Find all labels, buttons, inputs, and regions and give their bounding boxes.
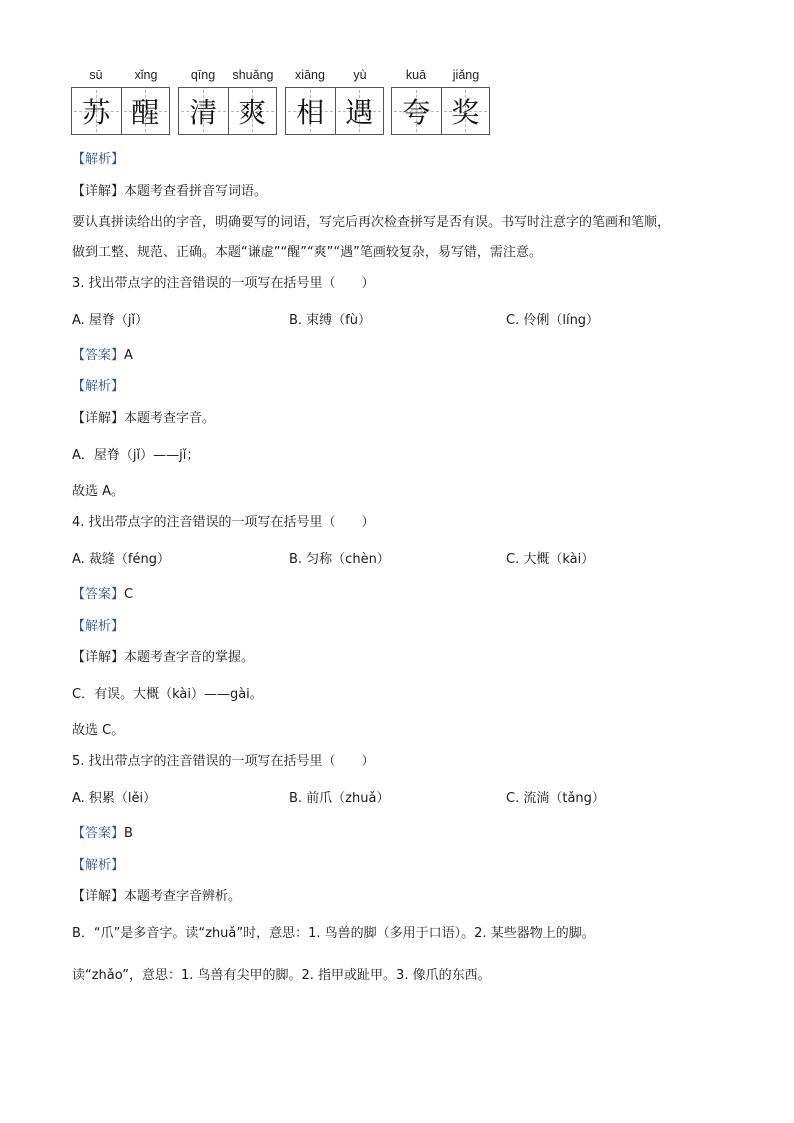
- detail-tag: 【详解】: [72, 184, 125, 199]
- pinyin-label: xiāng: [295, 68, 325, 82]
- detail-text: 本题考查字音。: [124, 411, 216, 426]
- pinyin-label: sū: [89, 68, 103, 82]
- question-3: 3. 找出带点字的注音错误的一项写在括号里（ ）: [72, 276, 375, 291]
- analysis-tag: 【解析】: [72, 858, 125, 873]
- pinyin-label: xǐng: [134, 68, 158, 82]
- tian-grid: [71, 87, 170, 135]
- detail-text: 本题考查字音辨析。: [124, 889, 242, 904]
- answer-tag: 【答案】: [72, 587, 125, 602]
- detail-tag: 【详解】: [72, 650, 125, 665]
- option-b: B. 前爪（zhuǎ）: [289, 791, 390, 806]
- tian-grid: [391, 87, 490, 135]
- grid-character: 相: [296, 96, 325, 129]
- analysis-tag: 【解析】: [72, 152, 125, 167]
- grid-cell: [335, 88, 384, 134]
- explanation-line: B．“爪”是多音字。读“zhuǎ”时，意思：1. 鸟兽的脚（多用于口语）。2. 某些器物上的脚。: [72, 926, 595, 941]
- detail-line: [72, 410, 215, 428]
- answer-tag: 【答案】: [72, 348, 125, 363]
- detail-tag: 【详解】: [72, 889, 125, 904]
- explanation-line: 做到工整、规范、正确。本题“谦虚”“醒”“爽”“遇”笔画较复杂，易写错，需注意。: [72, 245, 542, 260]
- option-a: A. 屋脊（jǐ）: [72, 313, 149, 328]
- grid-character: 遇: [345, 96, 374, 129]
- option-a: A. 裁缝（féng）: [72, 552, 170, 567]
- question-4: 4. 找出带点字的注音错误的一项写在括号里（ ）: [72, 515, 375, 530]
- conclusion-line: 故选 A。: [72, 484, 125, 499]
- option-b: B. 匀称（chèn）: [289, 552, 390, 567]
- grid-cell: [392, 88, 441, 134]
- detail-tag: 【详解】: [72, 411, 125, 426]
- detail-text: 本题考查字音的掌握。: [124, 650, 255, 665]
- option-c: C. 大概（kài）: [506, 552, 595, 567]
- pinyin-label: jiǎng: [452, 68, 480, 82]
- analysis-tag: 【解析】: [72, 379, 125, 394]
- option-c: C. 伶俐（líng）: [506, 313, 600, 328]
- grid-cell: [179, 88, 228, 134]
- grid-character: 爽: [238, 96, 267, 129]
- answer-line: [72, 825, 133, 843]
- pinyin-label: shuǎng: [232, 68, 274, 82]
- grid-cell: [228, 88, 277, 134]
- analysis-tag: 【解析】: [72, 619, 125, 634]
- grid-character: 清: [189, 96, 218, 129]
- option-b: B. 束缚（fù）: [289, 313, 371, 328]
- pinyin-label: qīng: [190, 68, 216, 82]
- answer-value: A: [124, 348, 133, 363]
- explanation-line: C．有误。大概（kài）——gài。: [72, 687, 263, 702]
- explanation-line: A．屋脊（jǐ）——jǐ；: [72, 448, 200, 463]
- question-5: 5. 找出带点字的注音错误的一项写在括号里（ ）: [72, 754, 375, 769]
- tian-grid: [285, 87, 384, 135]
- detail-line: [72, 888, 241, 906]
- grid-character: 醒: [131, 96, 160, 129]
- detail-line: [72, 183, 267, 201]
- pinyin-label: yù: [353, 68, 367, 82]
- option-a: A. 积累（lěi）: [72, 791, 157, 806]
- pinyin-label: kuā: [405, 68, 427, 82]
- answer-tag: 【答案】: [72, 826, 125, 841]
- detail-line: [72, 649, 254, 667]
- option-c: C. 流淌（tǎng）: [506, 791, 605, 806]
- answer-value: B: [124, 826, 133, 841]
- grid-cell: [286, 88, 335, 134]
- grid-cell: [72, 88, 121, 134]
- grid-character: 苏: [82, 96, 111, 129]
- answer-line: [72, 347, 133, 365]
- grid-character: 奖: [451, 96, 480, 129]
- grid-character: 夸: [402, 96, 431, 129]
- detail-text: 本题考查看拼音写词语。: [124, 184, 268, 199]
- explanation-line: 读“zhǎo”，意思：1. 鸟兽有尖甲的脚。2. 指甲或趾甲。3. 像爪的东西。: [72, 968, 491, 983]
- grid-cell: [441, 88, 490, 134]
- explanation-line: 要认真拼读给出的字音，明确要写的词语，写完后再次检查拼写是否有误。书写时注意字的笔画和笔顺，: [72, 215, 671, 230]
- answer-line: [72, 586, 133, 604]
- tian-grid: [178, 87, 277, 135]
- conclusion-line: 故选 C。: [72, 723, 125, 738]
- answer-value: C: [124, 587, 134, 602]
- grid-cell: [121, 88, 170, 134]
